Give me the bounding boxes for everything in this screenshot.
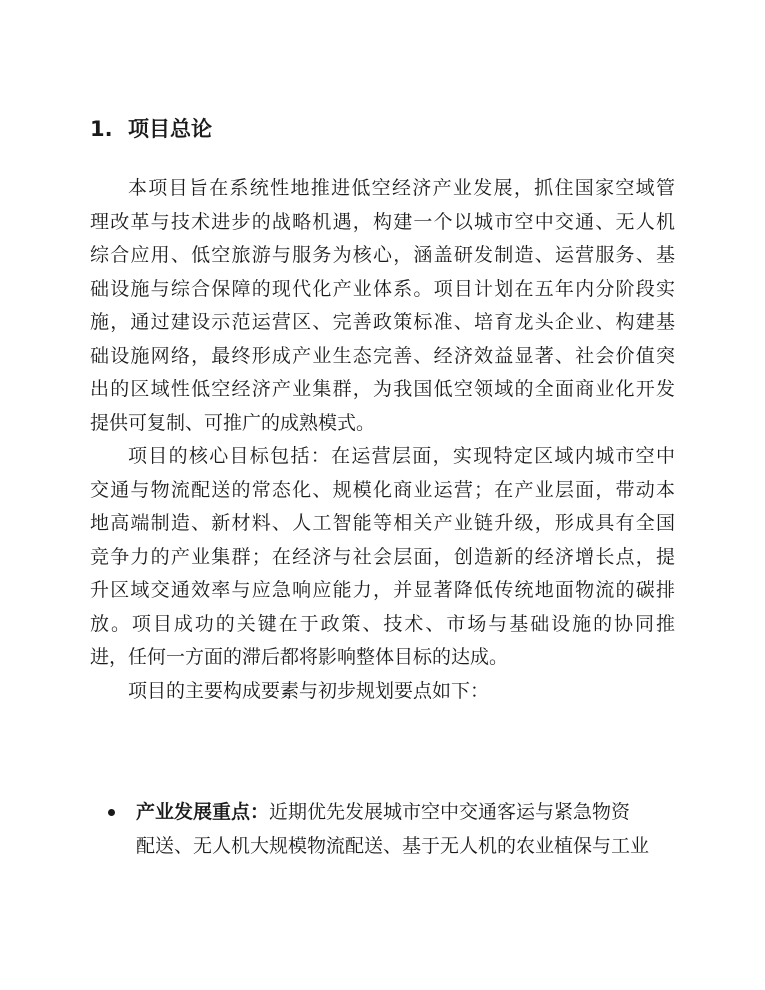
paragraph-line: 础设施网络，最终形成产业生态完善、经济效益显著、社会价值突 (90, 344, 675, 367)
paragraph-line: 进，任何一方面的滞后都将影响整体目标的达成。 (90, 646, 509, 668)
paragraph-line: 升区域交通效率与应急响应能力，并显著降低传统地面物流的碳排 (90, 579, 675, 601)
paragraph-line: 竞争力的产业集群；在经济与社会层面，创造新的经济增长点，提 (90, 545, 675, 568)
paragraph-line: 交通与物流配送的常态化、规模化商业运营；在产业层面，带动本 (90, 478, 675, 501)
bullet-label: 产业发展重点： (136, 801, 270, 823)
paragraph-line: 综合应用、低空旅游与服务为核心，涵盖研发制造、运营服务、基 (90, 244, 675, 266)
paragraph-line: 本项目旨在系统性地推进低空经济产业发展，抓住国家空域管 (128, 177, 675, 199)
bullet-line (136, 796, 676, 830)
section-heading (90, 111, 212, 147)
paragraph-overview (90, 172, 675, 440)
paragraph-line: 项目的主要构成要素与初步规划要点如下： (128, 680, 490, 702)
paragraph-line: 项目的核心目标包括：在运营层面，实现特定区域内城市空中 (128, 445, 675, 467)
paragraph-line: 放。项目成功的关键在于政策、技术、市场与基础设施的协同推 (90, 612, 675, 635)
paragraph-line: 础设施与综合保障的现代化产业体系。项目计划在五年内分阶段实 (90, 277, 675, 300)
paragraph-line: 地高端制造、新材料、人工智能等相关产业链升级，形成具有全国 (90, 512, 675, 534)
paragraph-line: 提供可复制、可推广的成熟模式。 (90, 411, 376, 434)
paragraph-intro-list (90, 675, 675, 709)
paragraph-line: 理改革与技术进步的战略机遇，构建一个以城市空中交通、无人机 (90, 210, 675, 233)
bullet-text (136, 796, 676, 863)
paragraph-line: 出的区域性低空经济产业集群，为我国低空领域的全面商业化开发 (90, 378, 675, 400)
bullet-line: 配送、无人机大规模物流配送、基于无人机的农业植保与工业 (136, 834, 650, 857)
bullet-dot-icon (108, 809, 115, 816)
bullet-line-text: 近期优先发展城市空中交通客运与紧急物资 (269, 801, 631, 823)
paragraph-objectives (90, 440, 675, 675)
section-number: 1. (90, 117, 113, 141)
paragraph-line: 施，通过建设示范运营区、完善政策标准、培育龙头企业、构建基 (90, 311, 675, 333)
section-title: 项目总论 (128, 117, 212, 141)
